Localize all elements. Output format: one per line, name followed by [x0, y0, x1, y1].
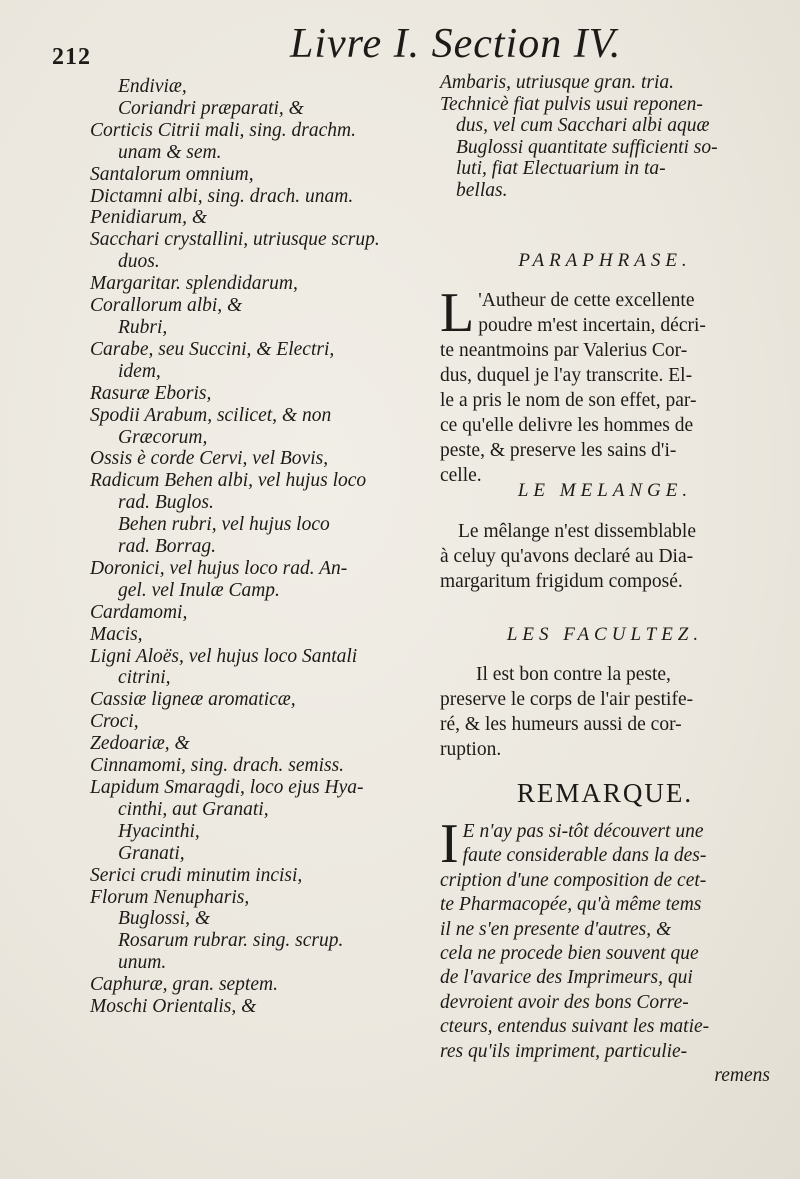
ingredient-line: Græcorum,: [118, 426, 208, 448]
ingredient-line: Cardamomi,: [90, 601, 188, 623]
ingredient-line: unam & sem.: [118, 141, 222, 163]
text-line: preserve le corps de l'air pestife-: [440, 689, 694, 710]
ingredient-line: Corticis Citrii mali, sing. drachm.: [90, 119, 356, 141]
remarque-heading: REMARQUE.: [516, 778, 694, 808]
ingredient-line: Penidiarum, &: [90, 207, 207, 229]
text-line: Technicè fiat pulvis usui reponen-: [440, 93, 703, 115]
text-line: poudre m'est incertain, décri-: [478, 315, 706, 336]
page-number: 212: [52, 44, 91, 70]
paraphrase-paragraph: [440, 282, 770, 488]
ingredient-line: Carabe, seu Succini, & Electri,: [90, 338, 335, 360]
melange-paragraph: [440, 519, 770, 594]
ingredient-line: Coriandri præparati, &: [118, 97, 304, 119]
ingredient-line: Corallorum albi, &: [90, 295, 243, 317]
ingredient-line: Behen rubri, vel hujus loco: [118, 514, 330, 536]
text-line: devroient avoir des bons Corre-: [440, 991, 689, 1013]
text-line: dus, duquel je l'ay transcrite. El-: [440, 365, 693, 386]
ingredient-line: unum.: [118, 952, 167, 974]
ingredient-line: gel. vel Inulæ Camp.: [118, 579, 280, 601]
text-line: le a pris le nom de son effet, par-: [440, 390, 697, 411]
text-line: il ne s'en presente d'autres, &: [440, 918, 672, 940]
text-line: Il est bon contre la peste,: [476, 664, 671, 685]
text-line: peste, & preserve les sains d'i-: [440, 440, 677, 461]
text-line: ré, & les humeurs aussi de cor-: [440, 714, 682, 735]
paraphrase-heading: PARAPHRASE.: [518, 250, 692, 271]
text-line: te Pharmacopée, qu'à même tems: [440, 894, 702, 916]
text-line: cela ne procede bien souvent que: [440, 943, 699, 965]
ingredient-line: Florum Nenupharis,: [90, 886, 250, 908]
text-line: cription d'une composition de cet-: [440, 869, 707, 891]
text-line: margaritum frigidum composé.: [440, 571, 683, 592]
text-line: bellas.: [456, 179, 508, 201]
ingredient-line: Ossis è corde Cervi, vel Bovis,: [90, 448, 329, 470]
ingredient-line: Doronici, vel hujus loco rad. An-: [90, 557, 348, 579]
melange-heading: LE MELANGE.: [517, 480, 693, 501]
ingredient-line: Cinnamomi, sing. drach. semiss.: [90, 755, 345, 777]
text-line: ruption.: [440, 739, 502, 760]
text-line: Ambaris, utriusque gran. tria.: [440, 72, 675, 93]
ingredient-line: Cassiæ ligneæ aromaticæ,: [90, 689, 296, 711]
ingredient-line: Margaritar. splendidarum,: [90, 273, 298, 295]
ingredient-list: [90, 76, 430, 1018]
facultez-paragraph: [440, 662, 770, 762]
ingredient-line: Macis,: [90, 623, 143, 645]
text-line: ce qu'elle delivre les hommes de: [440, 415, 694, 436]
remarque-paragraph: [440, 813, 770, 1088]
ingredient-line: Hyacinthi,: [118, 820, 200, 842]
text-line: luti, fiat Electuarium in ta-: [456, 158, 666, 179]
ingredient-line: idem,: [118, 360, 161, 382]
text-line: de l'avarice des Imprimeurs, qui: [440, 967, 693, 989]
ingredient-line: Rubri,: [118, 316, 168, 338]
ingredient-line: Ligni Aloës, vel hujus loco Santali: [90, 645, 358, 667]
drop-cap: L: [440, 282, 475, 344]
ingredient-line: Moschi Orientalis, &: [90, 996, 257, 1018]
ingredient-line: Rasuræ Eboris,: [90, 382, 212, 404]
ingredient-line: citrini,: [118, 667, 171, 689]
recipe-end: [440, 72, 770, 201]
text-line: à celuy qu'avons declaré au Dia-: [440, 546, 694, 567]
text-line: 'Autheur de cette excellente: [478, 290, 695, 311]
text-line: te neantmoins par Valerius Cor-: [440, 340, 688, 361]
ingredient-line: Rosarum rubrar. sing. scrup.: [118, 930, 344, 952]
running-head: Livre I. Section IV.: [290, 21, 622, 67]
ingredient-line: Croci,: [90, 711, 139, 733]
ingredient-line: Granati,: [118, 842, 185, 864]
ingredient-line: Caphuræ, gran. septem.: [90, 974, 278, 996]
ingredient-line: Serici crudi minutim incisi,: [90, 864, 303, 886]
ingredient-line: Dictamni albi, sing. drach. unam.: [90, 185, 354, 207]
ingredient-line: cinthi, aut Granati,: [118, 798, 269, 820]
ingredient-line: Endiviæ,: [118, 76, 187, 97]
text-line: cteurs, entendus suivant les matie-: [440, 1016, 710, 1038]
ingredient-line: rad. Borrag.: [118, 536, 217, 558]
ingredient-line: duos.: [118, 251, 160, 273]
ingredient-line: Buglossi, &: [118, 908, 211, 930]
text-line: dus, vel cum Sacchari albi aquæ: [456, 115, 710, 136]
text-line: Buglossi quantitate sufficienti so-: [456, 136, 718, 158]
ingredient-line: Radicum Behen albi, vel hujus loco: [90, 470, 367, 492]
ingredient-line: rad. Buglos.: [118, 492, 214, 514]
text-line: faute considerable dans la des-: [462, 845, 707, 867]
text-line: celle.: [440, 465, 482, 486]
facultez-heading: LES FACULTEZ.: [506, 624, 704, 645]
text-line: Le mêlange n'est dissemblable: [458, 521, 696, 542]
ingredient-line: Sacchari crystallini, utriusque scrup.: [90, 229, 380, 251]
text-line: E n'ay pas si-tôt découvert une: [462, 821, 704, 842]
ingredient-line: Santalorum omnium,: [90, 163, 254, 185]
ingredient-line: Spodii Arabum, scilicet, & non: [90, 404, 332, 426]
catchword: remens: [714, 1065, 770, 1087]
drop-cap: I: [440, 813, 459, 875]
text-line: res qu'ils impriment, particulie-: [440, 1040, 688, 1062]
ingredient-line: Zedoariæ, &: [90, 733, 190, 755]
ingredient-line: Lapidum Smaragdi, loco ejus Hya-: [90, 777, 364, 798]
